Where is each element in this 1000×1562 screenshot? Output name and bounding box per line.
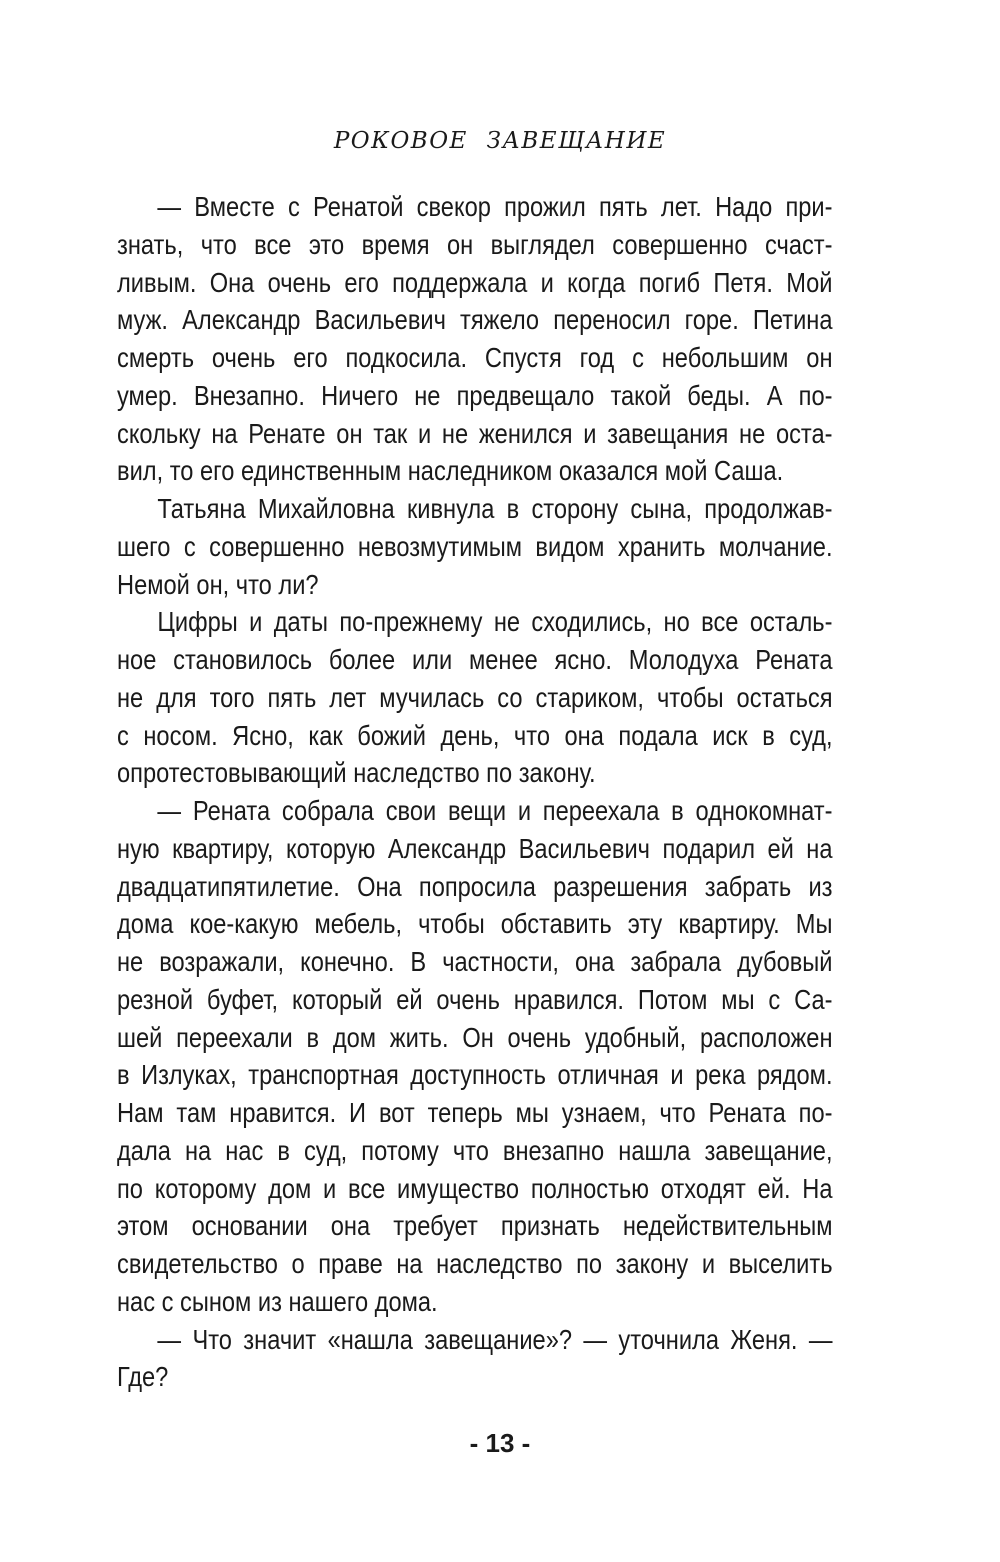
text-line: Немой он, что ли? [117, 568, 319, 600]
text-line: нас с сыном из нашего дома. [117, 1285, 438, 1317]
text-line: с носом. Ясно, как божий день, что она подала иск в суд, [117, 719, 833, 751]
text-line: двадцатипятилетие. Она попросила разрешения забрать из [117, 870, 833, 902]
text-line: ную квартиру, которую Александр Васильевич подарил ей на [117, 832, 833, 864]
text-line: муж. Александр Васильевич тяжело переносил горе. Петина [117, 304, 833, 336]
text-line: не возражали, конечно. В частности, она забрала дубовый [117, 946, 833, 977]
text-line: — Вместе с Ренатой свекор прожил пять лет. Надо при- [157, 191, 833, 222]
text-line: не для того пять лет мучилась со стариком, чтобы остаться [117, 681, 833, 713]
text-line: — Рената собрала свои вещи и переехала в однокомнат- [157, 795, 833, 826]
text-line: Татьяна Михайловна кивнула в сторону сына, продолжав- [157, 493, 833, 524]
text-line: Цифры и даты по-прежнему не сходились, но все осталь- [157, 606, 833, 638]
page-number: - 13 - [469, 1428, 531, 1458]
text-line: умер. Внезапно. Ничего не предвещало такой беды. А по- [117, 379, 833, 411]
text-line: ливым. Она очень его поддержала и когда погиб Петя. Мой [117, 266, 833, 298]
text-line: по которому дом и все имущество полностью отходят ей. На [117, 1172, 833, 1204]
text-line: смерть очень его подкосила. Спустя год с небольшим он [117, 342, 833, 373]
body-text [117, 188, 833, 1396]
text-line: опротестовывающий наследство по закону. [117, 757, 596, 789]
text-line: дома кое-какую мебель, чтобы обставить эту квартиру. Мы [117, 908, 833, 940]
text-line: резной буфет, который ей очень нравился. Потом мы с Са- [117, 983, 833, 1015]
text-line: шей переехали в дом жить. Он очень удобный, расположен [117, 1021, 833, 1053]
text-line: — Что значит «нашла завещание»? — уточнила Женя. — [157, 1323, 833, 1355]
text-line: вил, то его единственным наследником оказался мой Саша. [117, 455, 784, 487]
text-line: ное становилось более или менее ясно. Молодуха Рената [117, 644, 833, 675]
text-line: Нам там нравится. И вот теперь мы узнаем, что Рената по- [117, 1097, 833, 1128]
running-head-title: РОКОВОЕ ЗАВЕЩАНИЕ [333, 128, 667, 154]
text-line: скольку на Ренате он так и не женился и завещания не оста- [117, 417, 833, 449]
text-line: дала на нас в суд, потому что внезапно нашла завещание, [117, 1134, 833, 1166]
text-line: Где? [117, 1361, 169, 1393]
text-line: шего с совершенно невозмутимым видом хранить молчание. [117, 530, 833, 562]
text-line: свидетельство о праве на наследство по закону и выселить [117, 1248, 833, 1279]
text-line: этом основании она требует признать недействительным [117, 1210, 833, 1242]
text-line: знать, что все это время он выглядел совершенно счаст- [117, 228, 833, 260]
text-line: в Излуках, транспортная доступность отличная и река рядом. [117, 1059, 833, 1091]
